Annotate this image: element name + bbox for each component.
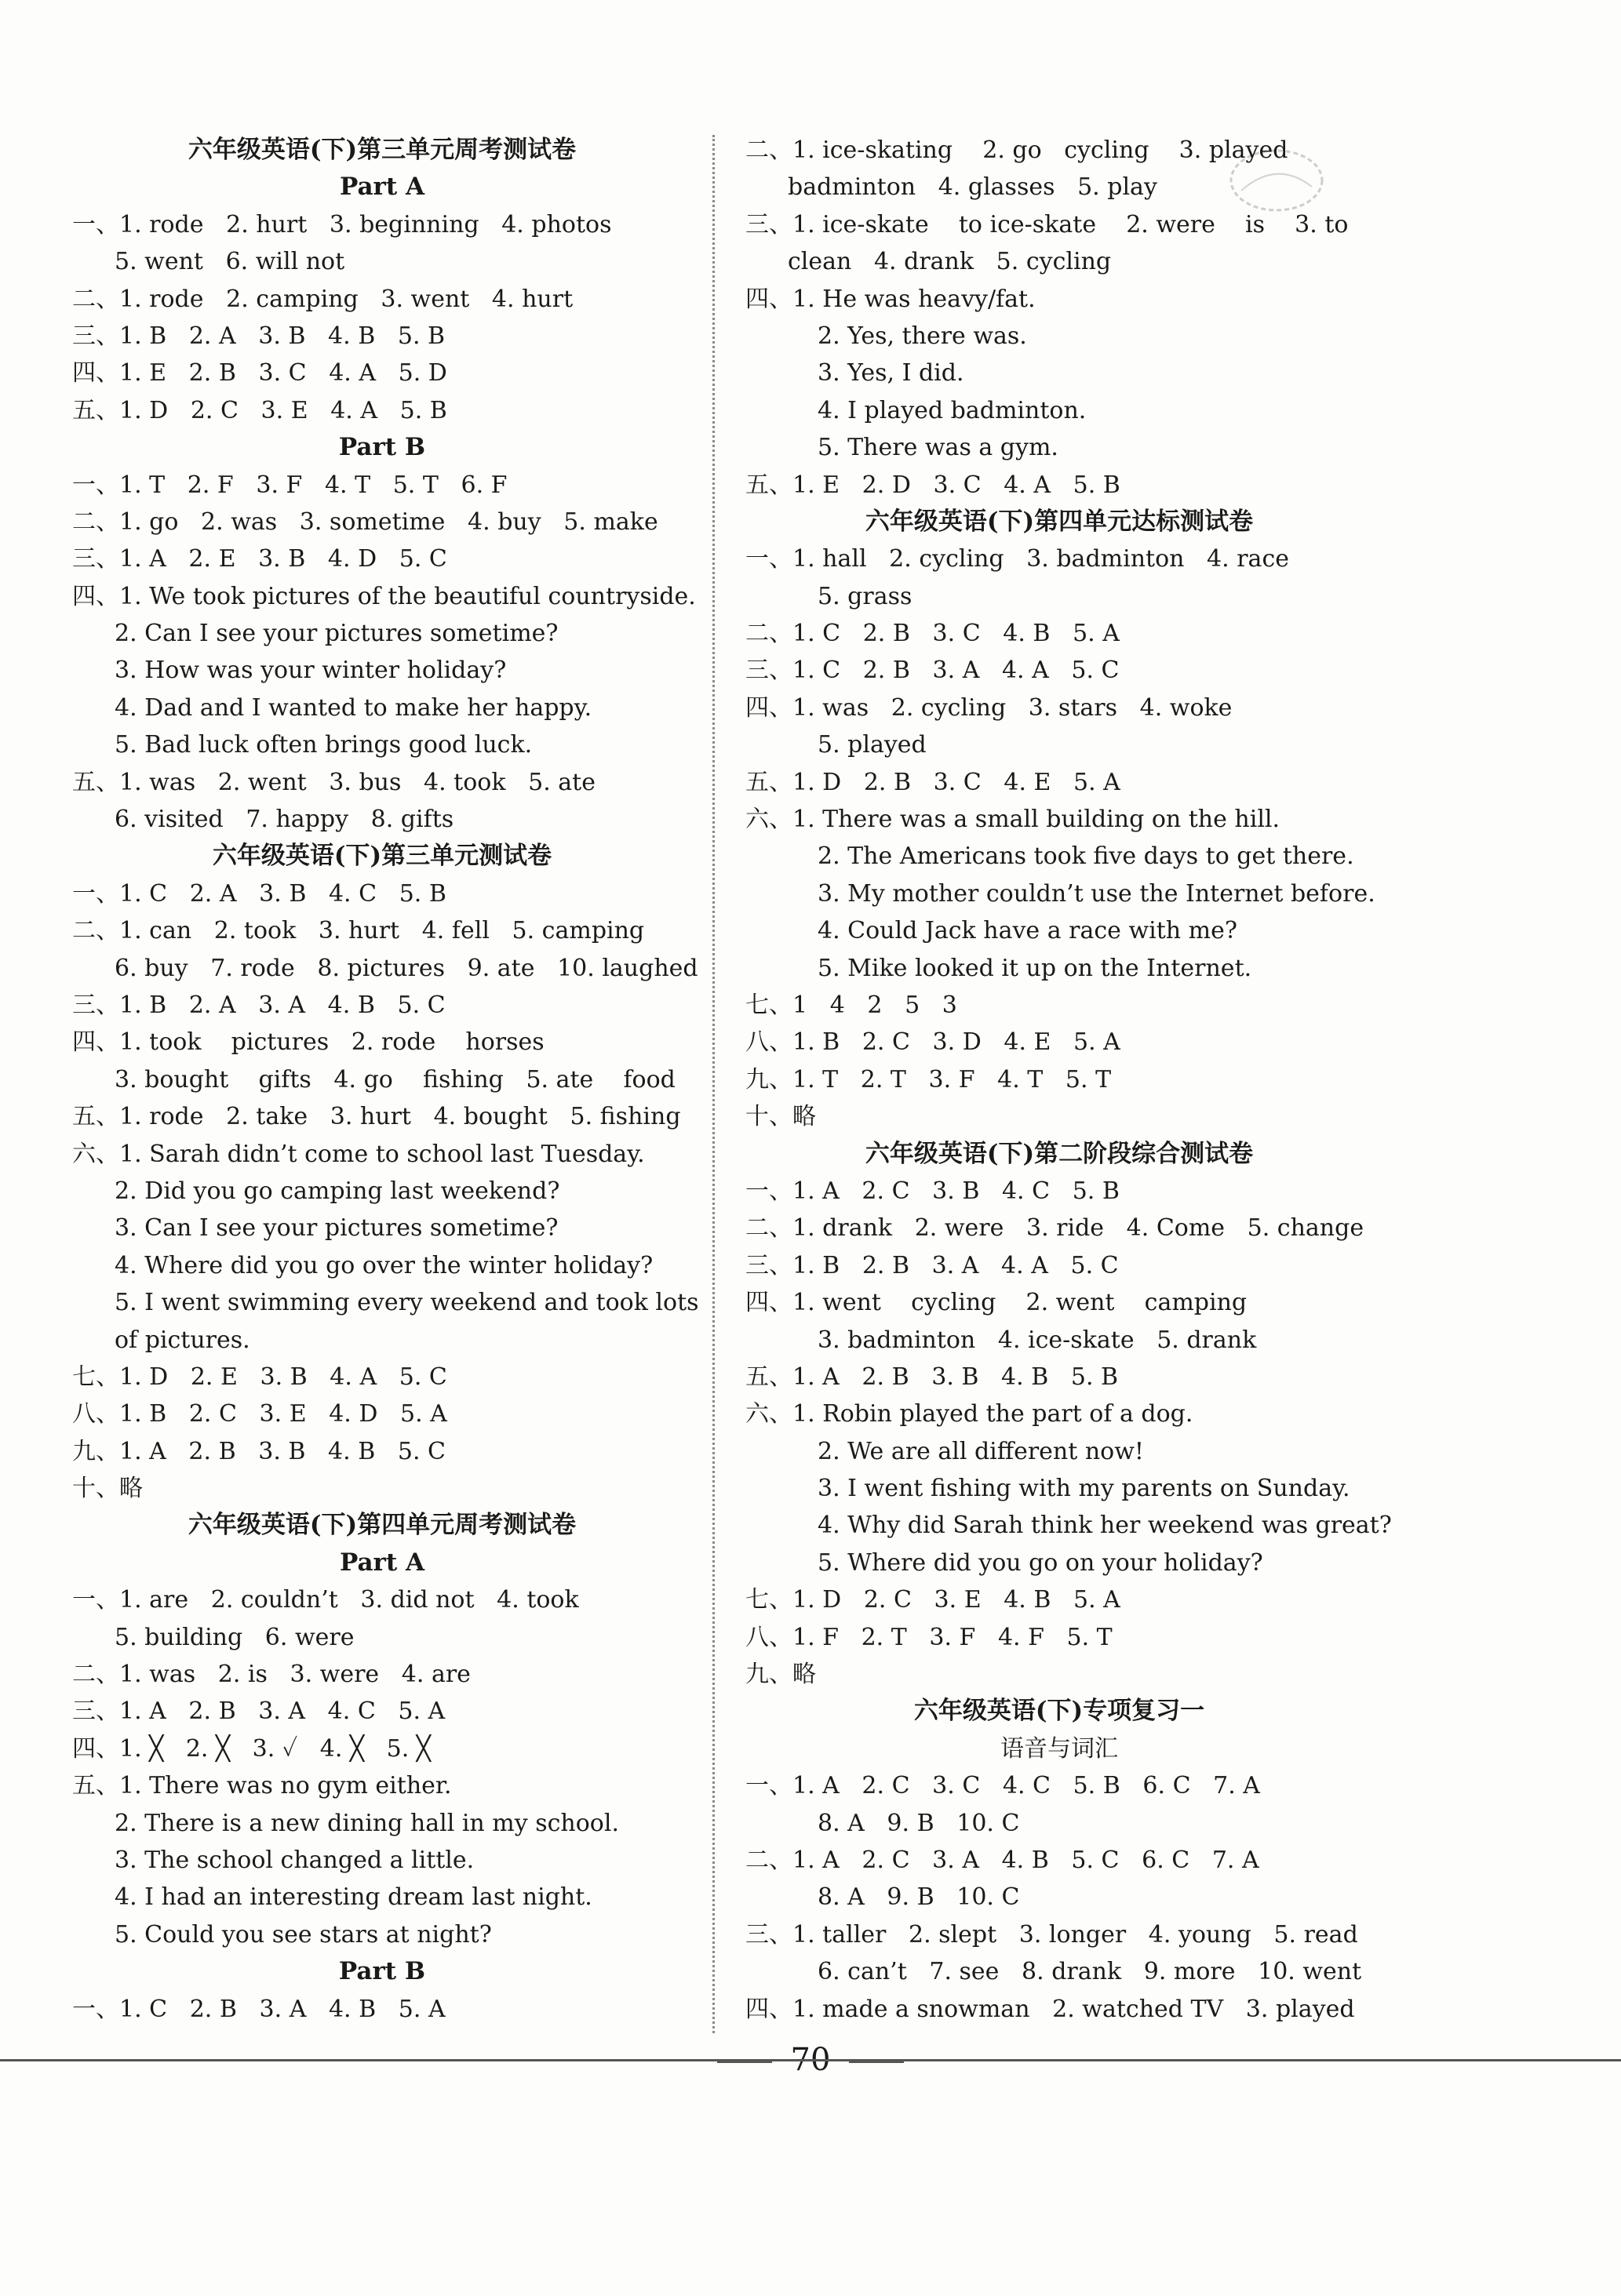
answer-line: 5. grass <box>818 582 912 610</box>
answer-line: 2. Did you go camping last weekend? <box>115 1177 560 1205</box>
answer-line: 四、1. He was heavy/fat. <box>745 285 1036 313</box>
answer-line: 6. visited 7. happy 8. gifts <box>115 806 454 834</box>
answer-line: 5. Mike looked it up on the Internet. <box>818 954 1252 982</box>
answer-line: 一、1. A 2. C 3. C 4. C 5. B 6. C 7. A <box>745 1772 1260 1800</box>
part-heading: Part A <box>339 173 425 202</box>
answer-line: 3. The school changed a little. <box>115 1846 475 1874</box>
answer-line: 四、1. made a snowman 2. watched TV 3. played <box>745 1995 1355 2023</box>
answer-line: 4. Could Jack have a race with me? <box>818 917 1237 945</box>
answer-line: 四、1. ╳ 2. ╳ 3. ✓ 4. ╳ 5. ╳ <box>72 1734 431 1763</box>
part-heading: Part B <box>338 1957 426 1986</box>
section-title: 六年级英语(下)第三单元周考测试卷 <box>188 136 577 164</box>
answer-line: 一、1. are 2. couldn’t 3. did not 4. took <box>72 1586 579 1614</box>
answer-line: clean 4. drank 5. cycling <box>788 248 1112 276</box>
answer-line: 二、1. rode 2. camping 3. went 4. hurt <box>72 285 574 313</box>
answer-line: 4. I played badminton. <box>818 396 1087 424</box>
answer-line: 8. A 9. B 10. C <box>818 1883 1020 1912</box>
column-divider <box>712 135 715 2033</box>
answer-line: 五、1. A 2. B 3. B 4. B 5. B <box>745 1363 1119 1391</box>
answer-line: 六、1. Sarah didn’t come to school last Tuesday. <box>72 1140 645 1168</box>
answer-line: 五、1. D 2. B 3. C 4. E 5. A <box>745 768 1120 796</box>
answer-line: of pictures. <box>115 1326 250 1354</box>
part-heading: Part B <box>338 433 426 462</box>
answer-line: badminton 4. glasses 5. play <box>788 173 1157 202</box>
bottom-rule <box>0 2059 1621 2061</box>
answer-line: 6. buy 7. rode 8. pictures 9. ate 10. laughed <box>115 954 698 982</box>
answer-line: 九、1. T 2. T 3. F 4. T 5. T <box>745 1065 1112 1093</box>
answer-line: 一、1. rode 2. hurt 3. beginning 4. photos <box>72 210 612 238</box>
answer-line: 2. Can I see your pictures sometime? <box>115 620 559 648</box>
answer-line: 4. I had an interesting dream last night. <box>115 1883 592 1912</box>
section-title: 六年级英语(下)第四单元周考测试卷 <box>188 1511 577 1540</box>
answer-line: 二、1. ice-skating 2. go cycling 3. played <box>745 136 1288 164</box>
answer-line: 四、1. took pictures 2. rode horses <box>72 1028 545 1057</box>
answer-line: 5. I went swimming every weekend and took lots <box>115 1289 699 1317</box>
answer-line: 五、1. rode 2. take 3. hurt 4. bought 5. fishing <box>72 1103 681 1131</box>
answer-line: 八、1. B 2. C 3. D 4. E 5. A <box>745 1028 1120 1057</box>
answer-line: 二、1. C 2. B 3. C 4. B 5. A <box>745 620 1120 648</box>
answer-line: 4. Dad and I wanted to make her happy. <box>115 693 592 722</box>
answer-line: 5. Could you see stars at night? <box>115 1920 492 1949</box>
answer-line: 2. There is a new dining hall in my school. <box>115 1809 619 1837</box>
answer-line: 六、1. There was a small building on the hill. <box>745 806 1280 834</box>
answer-line: 一、1. C 2. B 3. A 4. B 5. A <box>72 1995 446 2023</box>
answer-line: 七、1. D 2. C 3. E 4. B 5. A <box>745 1586 1120 1614</box>
answer-line: 六、1. Robin played the part of a dog. <box>745 1400 1193 1428</box>
answer-line: 七、1. D 2. E 3. B 4. A 5. C <box>72 1363 447 1391</box>
part-heading: Part A <box>339 1548 425 1577</box>
answer-line: 3. My mother couldn’t use the Internet before. <box>818 879 1375 908</box>
answer-line: 3. How was your winter holiday? <box>115 657 507 685</box>
answer-line: 5. There was a gym. <box>818 434 1058 462</box>
answer-line: 二、1. was 2. is 3. were 4. are <box>72 1661 471 1689</box>
answer-line: 4. Where did you go over the winter holiday? <box>115 1251 654 1279</box>
answer-line: 3. Can I see your pictures sometime? <box>115 1214 559 1243</box>
section-title: 六年级英语(下)第三单元测试卷 <box>212 842 552 871</box>
answer-line: 七、1 4 2 5 3 <box>745 991 957 1019</box>
answer-line: 四、1. E 2. B 3. C 4. A 5. D <box>72 359 447 388</box>
answer-line: 三、1. C 2. B 3. A 4. A 5. C <box>745 657 1120 685</box>
answer-line: 九、1. A 2. B 3. B 4. B 5. C <box>72 1437 446 1465</box>
answer-line: 五、1. D 2. C 3. E 4. A 5. B <box>72 396 447 424</box>
answer-line: 一、1. A 2. C 3. B 4. C 5. B <box>745 1177 1120 1205</box>
answer-line: 5. played <box>818 731 927 759</box>
subsection-title: 语音与词汇 <box>1000 1734 1118 1763</box>
answer-line: 二、1. drank 2. were 3. ride 4. Come 5. change <box>745 1214 1364 1243</box>
answer-line: 2. We are all different now! <box>818 1437 1144 1465</box>
answer-line: 3. I went fishing with my parents on Sunday. <box>818 1475 1350 1503</box>
page-number-text: 70 <box>790 2042 831 2078</box>
answer-line: 十、略 <box>72 1475 143 1503</box>
answer-line: 九、略 <box>745 1661 816 1689</box>
section-title: 六年级英语(下)第二阶段综合测试卷 <box>865 1139 1254 1168</box>
answer-line: 5. building 6. were <box>115 1623 355 1651</box>
left-column <box>72 132 699 2028</box>
right-column <box>745 132 1392 2028</box>
answer-line: 三、1. B 2. B 3. A 4. A 5. C <box>745 1251 1119 1279</box>
answer-line: 三、1. A 2. E 3. B 4. D 5. C <box>72 545 447 573</box>
answer-line: 四、1. was 2. cycling 3. stars 4. woke <box>745 693 1233 722</box>
answer-line: 十、略 <box>745 1103 816 1131</box>
answer-line: 4. Why did Sarah think her weekend was great? <box>818 1512 1392 1540</box>
answer-line: 一、1. T 2. F 3. F 4. T 5. T 6. F <box>72 471 508 499</box>
answer-line: 一、1. hall 2. cycling 3. badminton 4. race <box>745 545 1290 573</box>
answer-line: 2. Yes, there was. <box>818 322 1027 350</box>
answer-line: 6. can’t 7. see 8. drank 9. more 10. went <box>818 1958 1362 1986</box>
answer-line: 一、1. C 2. A 3. B 4. C 5. B <box>72 879 446 908</box>
answer-line: 五、1. was 2. went 3. bus 4. took 5. ate <box>72 768 596 796</box>
answer-line: 5. Bad luck often brings good luck. <box>115 731 533 759</box>
answer-line: 八、1. F 2. T 3. F 4. F 5. T <box>745 1623 1113 1651</box>
answer-line: 3. bought gifts 4. go fishing 5. ate food <box>115 1065 676 1093</box>
answer-line: 2. The Americans took five days to get there. <box>818 842 1354 871</box>
answer-line: 八、1. B 2. C 3. E 4. D 5. A <box>72 1400 447 1428</box>
section-title: 六年级英语(下)专项复习一 <box>913 1697 1205 1726</box>
answer-line: 5. went 6. will not <box>115 248 345 276</box>
answer-line: 5. Where did you go on your holiday? <box>818 1548 1263 1577</box>
answer-line: 五、1. E 2. D 3. C 4. A 5. B <box>745 471 1120 499</box>
section-title: 六年级英语(下)第四单元达标测试卷 <box>865 507 1254 536</box>
answer-line: 三、1. A 2. B 3. A 4. C 5. A <box>72 1697 446 1726</box>
answer-line: 三、1. taller 2. slept 3. longer 4. young 5. read <box>745 1920 1358 1949</box>
answer-line: 三、1. B 2. A 3. B 4. B 5. B <box>72 322 446 350</box>
answer-line: 二、1. A 2. C 3. A 4. B 5. C 6. C 7. A <box>745 1846 1259 1874</box>
answer-line: 四、1. We took pictures of the beautiful countryside. <box>72 582 696 610</box>
answer-line: 三、1. B 2. A 3. A 4. B 5. C <box>72 991 446 1019</box>
answer-line: 二、1. go 2. was 3. sometime 4. buy 5. make <box>72 508 658 536</box>
answer-line: 8. A 9. B 10. C <box>818 1809 1020 1837</box>
answer-line: 三、1. ice-skate to ice-skate 2. were is 3. to <box>745 210 1349 238</box>
answer-line: 二、1. can 2. took 3. hurt 4. fell 5. camping <box>72 917 645 945</box>
answer-line: 五、1. There was no gym either. <box>72 1772 452 1800</box>
answer-line: 四、1. went cycling 2. went camping <box>745 1289 1248 1317</box>
answer-line: 3. Yes, I did. <box>818 359 964 388</box>
answer-line: 3. badminton 4. ice-skate 5. drank <box>818 1326 1257 1354</box>
